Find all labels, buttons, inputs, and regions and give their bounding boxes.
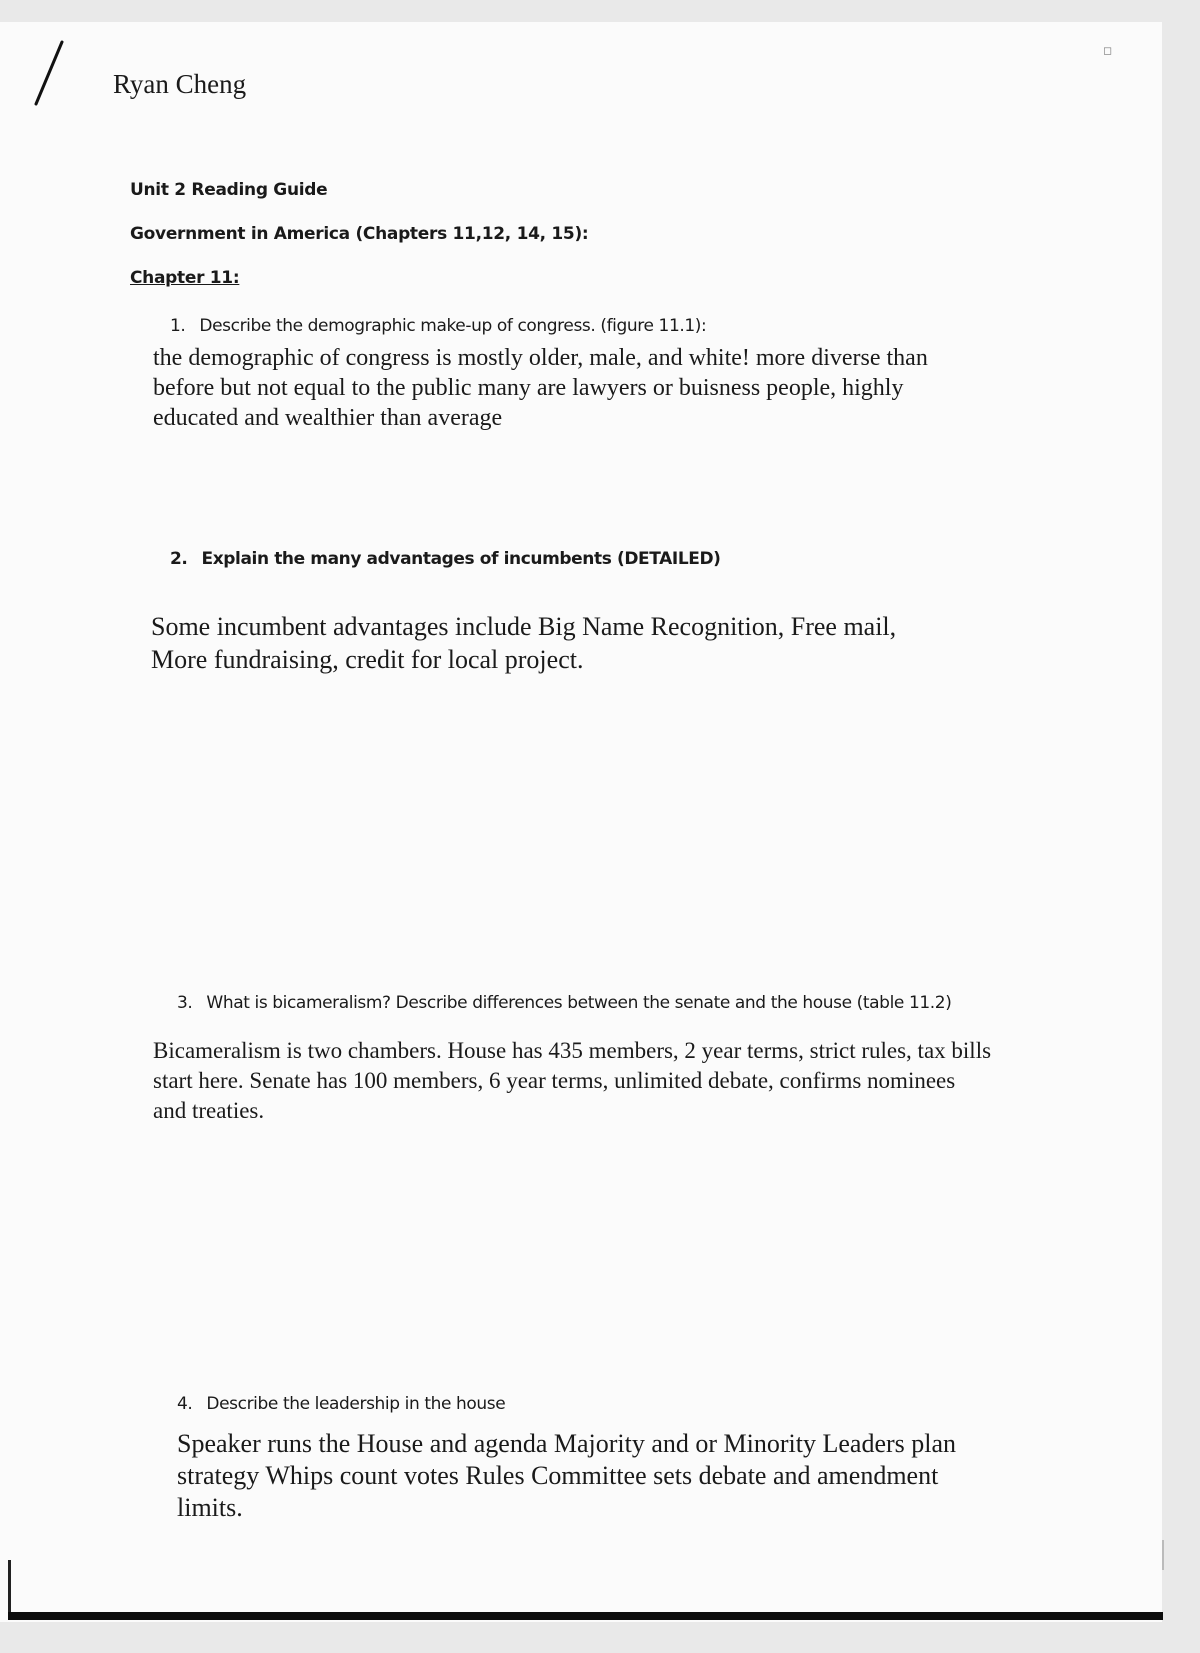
paper-sheet [0,22,1162,1622]
guide-subtitle: Government in America (Chapters 11,12, 14, 15): [130,224,589,244]
question-2-prompt [170,549,721,569]
corner-glyph-icon: ◻ [1103,44,1113,57]
scan-right-edge [1162,1540,1164,1570]
question-4-number: 4. [177,1394,193,1414]
scan-edge-mark [8,1560,11,1616]
student-name: Ryan Cheng [113,69,247,99]
chapter-heading: Chapter 11: [130,268,240,288]
question-3-text: What is bicameralism? Describe differences between the senate and the house (table 11.2) [206,993,952,1013]
question-4-text: Describe the leadership in the house [206,1394,506,1414]
scan-bottom-edge [8,1612,1163,1620]
question-2-number: 2. [170,549,188,569]
question-4-prompt [177,1394,505,1414]
question-1-prompt [170,316,706,336]
question-1-number: 1. [170,316,186,336]
question-3-number: 3. [177,993,193,1013]
question-2-answer: Some incumbent advantages include Big Name Recognition, Free mail, More fundraising, credit for local project. [151,612,897,674]
question-3-prompt [177,993,951,1013]
question-3-answer: Bicameralism is two chambers. House has 435 members, 2 year terms, strict rules, tax bills start here. Senate has 100 members, 6 year terms, unlimited debate, confirms nominees and treaties. [153,1038,992,1123]
guide-title: Unit 2 Reading Guide [130,180,328,200]
question-1-text: Describe the demographic make-up of congress. (figure 11.1): [199,316,707,336]
question-1-answer: the demographic of congress is mostly older, male, and white! more diverse than before but not equal to the public many are lawyers or buisness people, highly educated and wealthier than average [153,345,928,431]
question-2-text: Explain the many advantages of incumbents (DETAILED) [201,549,721,569]
pen-slash-mark [28,38,68,108]
question-4-answer: Speaker runs the House and agenda Majority and or Minority Leaders plan strategy Whips count votes Rules Committee sets debate and amendment limits. [177,1429,957,1522]
